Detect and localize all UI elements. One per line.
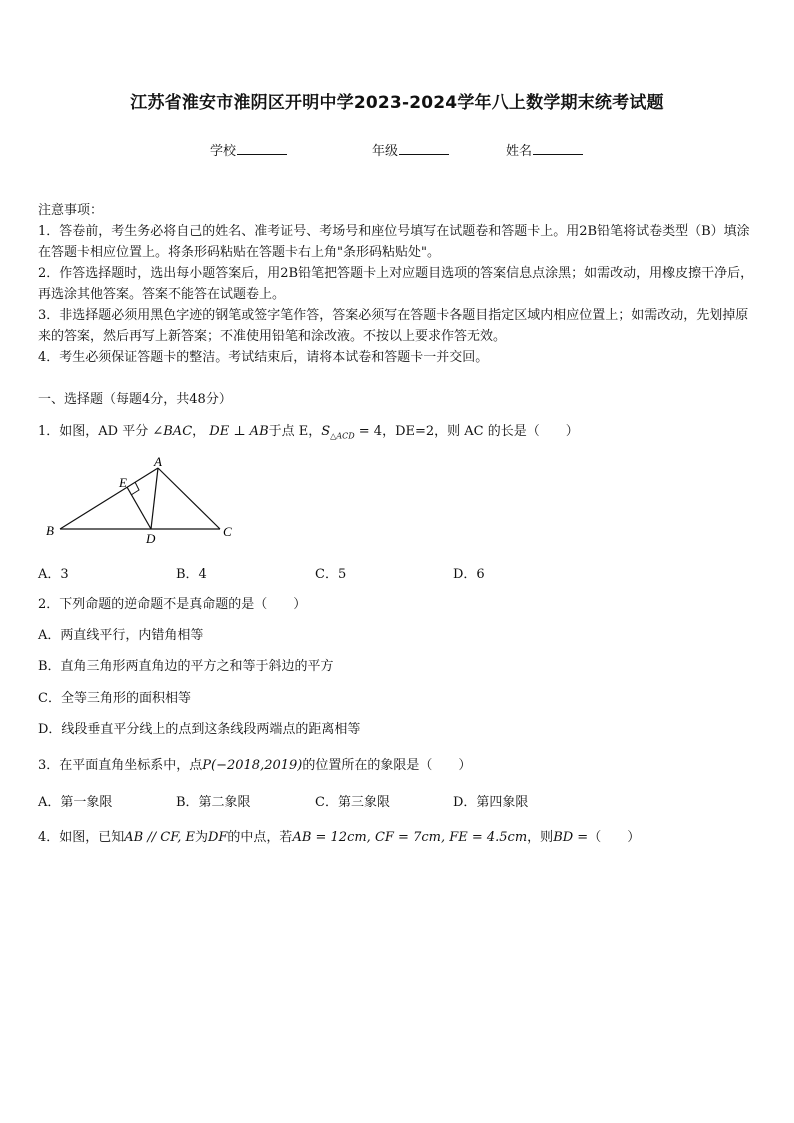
section-heading: 一、选择题（每题4分，共48分）	[38, 392, 232, 407]
label-e: E	[119, 475, 127, 490]
label-c: C	[223, 524, 232, 539]
note-item: 4．考生必须保证答题卡的整洁。考试结束后，请将本试卷和答题卡一并交回。	[38, 350, 489, 365]
name-label: 姓名	[506, 144, 533, 159]
name-field[interactable]	[506, 140, 583, 159]
note-item: 1．答卷前，考生务必将自己的姓名、准考证号、考场号和座位号填写在试题卷和答题卡上。用2B铅笔将试卷类型（B）填涂在答题卡相应位置上。将条形码粘贴在答题卡右上角"条形码粘贴处"。	[38, 224, 750, 260]
segment-de	[127, 487, 151, 529]
q2-option-c[interactable]: C．全等三角形的面积相等	[38, 691, 191, 706]
q3-option-a[interactable]: A．第一象限	[38, 795, 113, 810]
q2-option-d[interactable]: D．线段垂直平分线上的点到这条线段两端点的距离相等	[38, 722, 361, 737]
q2-option-a[interactable]: A．两直线平行，内错角相等	[38, 628, 204, 643]
grade-label: 年级	[372, 144, 399, 159]
q1-angle: ∠BAC	[152, 424, 193, 439]
q4-cond1: AB // CF, E	[124, 830, 195, 845]
q1-suffix: ，DE=2，则 AC 的长是（ ）	[382, 424, 579, 439]
label-a: A	[154, 456, 162, 469]
q4-suffix: （ ）	[588, 830, 641, 845]
question-4-stem	[38, 826, 640, 845]
q4-prefix: 4．如图，已知	[38, 830, 125, 845]
q4-seg: DF	[207, 830, 228, 845]
q4-mid3: ，则	[527, 830, 554, 845]
segment-ab	[60, 468, 158, 529]
question-1-stem: 1．如图，AD 平分 ∠BAC， DE ⊥ AB于点 E，$S_{\triangle ACD} = 4$，DE=2，则 AC 的长是（ ）	[38, 424, 579, 441]
note-item: 3．非选择题必须用黑色字迹的钢笔或签字笔作答，答案必须写在答题卡各题目指定区域内相应位置上；如需改动，先划掉原来的答案，然后再写上新答案；不准使用铅笔和涂改液。不按以上要求作答无效。	[38, 308, 749, 344]
label-b: B	[46, 523, 54, 538]
q1-area: $S_{\triangle ACD} = 4$	[321, 424, 383, 441]
q4-cond2: AB = 12cm, CF = 7cm, FE = 4.5cm	[292, 830, 528, 845]
triangle-figure	[40, 456, 240, 546]
q3-point: P(−2018,2019)	[202, 758, 303, 773]
school-label: 学校	[210, 144, 237, 159]
q4-mid1: 为	[194, 830, 208, 845]
school-blank[interactable]	[237, 142, 287, 155]
q3-suffix: 的位置所在的象限是（ ）	[302, 758, 472, 773]
q3-prefix: 3．在平面直角坐标系中，点	[38, 758, 203, 773]
q1-option-a[interactable]: A．3	[38, 567, 69, 582]
note-item: 2．作答选择题时，选出每小题答案后，用2B铅笔把答题卡上对应题目选项的答案信息点涂黑；如需改动，用橡皮擦干净后，再选涂其他答案。答案不能答在试题卷上。	[38, 266, 754, 302]
q1-perp: DE ⊥ AB	[209, 424, 269, 439]
page-title: 江苏省淮安市淮阴区开明中学2023-2024学年八上数学期末统考试题	[130, 93, 664, 113]
q3-option-b[interactable]: B．第二象限	[176, 795, 251, 810]
q3-option-d[interactable]: D．第四象限	[453, 795, 529, 810]
grade-blank[interactable]	[399, 142, 449, 155]
q1-prefix: 1．如图，AD 平分	[38, 424, 149, 439]
q4-ask: BD =	[553, 830, 589, 845]
q4-mid2: 的中点，若	[227, 830, 293, 845]
grade-field[interactable]	[372, 140, 449, 159]
notes-heading: 注意事项：	[38, 203, 104, 218]
segment-ad	[151, 468, 158, 529]
segment-ac	[158, 468, 220, 529]
school-field[interactable]	[210, 140, 287, 159]
question-2-stem: 2．下列命题的逆命题不是真命题的是（ ）	[38, 597, 307, 612]
q3-option-c[interactable]: C．第三象限	[315, 795, 390, 810]
question-3-stem	[38, 754, 471, 773]
q1-mid: 于点 E，	[268, 424, 322, 439]
name-blank[interactable]	[533, 142, 583, 155]
label-d: D	[146, 531, 156, 546]
q1-option-c[interactable]: C．5	[315, 567, 347, 582]
q2-option-b[interactable]: B．直角三角形两直角边的平方之和等于斜边的平方	[38, 659, 334, 674]
q1-option-b[interactable]: B．4	[176, 567, 207, 582]
q1-option-d[interactable]: D．6	[453, 567, 485, 582]
